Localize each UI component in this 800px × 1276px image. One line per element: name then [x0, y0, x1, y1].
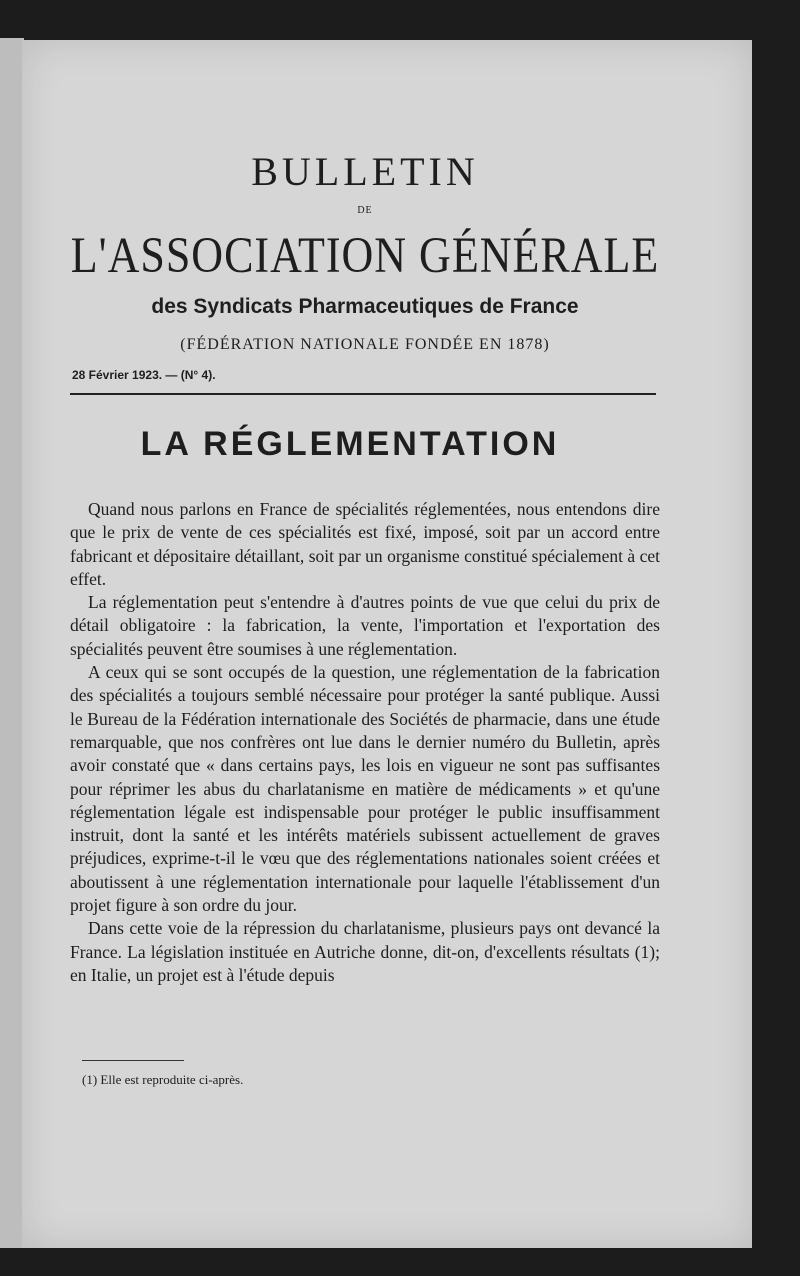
article-heading: LA RÉGLEMENTATION	[140, 425, 560, 463]
issue-date: 28 Février 1923. — (N° 4).	[72, 368, 216, 382]
left-page-edge	[0, 38, 24, 1248]
document-page	[22, 40, 752, 1248]
paragraph: Dans cette voie de la répression du charlatanisme, plusieurs pays ont devancé la France. La législation instituée en Autriche donne, dit-on, d'excellents résultats (1); en Italie, un projet est à l'étude depuis	[70, 918, 660, 985]
paragraph: Quand nous parlons en France de spécialités réglementées, nous entendons dire que le prix de vente de ces spécialités est fixé, imposé, soit par un accord entre fabricant et dépositaire détaillant, soit par un organisme constitué spécialement à cet effet.	[70, 499, 660, 589]
subtitle: des Syndicats Pharmaceutiques de France	[151, 295, 579, 318]
footnote: (1) Elle est reproduite ci-après.	[82, 1072, 244, 1087]
header-rule	[70, 393, 656, 395]
paragraph: A ceux qui se sont occupés de la question, une réglementation de la fabrication des spécialités a toujours semblé nécessaire pour protéger la santé publique. Aussi le Bureau de la Fédération internationale des Sociétés de pharmacie, dans une étude remarquable, que nos confrères ont lue dans le dernier numéro du Bulletin, après avoir constaté que « dans certains pays, les lois en vigueur ne sont pas suffisantes pour réprimer les abus du charlatanisme en matière de médicaments » et qu'une réglementation légale est indispensable pour protéger le public insuffisamment instruit, dont la santé et les intérêts matériels subissent actuellement de graves préjudices, exprime-t-il le vœu que des réglementations nationales soient créées et aboutissent à une réglementation internationale pour laquelle l'établissement d'un projet figure à son ordre du jour.	[70, 662, 660, 916]
article-body	[70, 498, 660, 987]
bulletin-title: BULLETIN	[251, 149, 479, 194]
title-connector: DE	[357, 205, 373, 216]
federation-line: (FÉDÉRATION NATIONALE FONDÉE EN 1878)	[180, 336, 550, 353]
footnote-rule	[82, 1060, 184, 1061]
paragraph: La réglementation peut s'entendre à d'autres points de vue que celui du prix de détail obligatoire : la fabrication, la vente, l'importation et l'exportation des spécialités peuvent être soumises à une réglementation.	[70, 592, 660, 659]
association-title: L'ASSOCIATION GÉNÉRALE	[70, 227, 660, 284]
